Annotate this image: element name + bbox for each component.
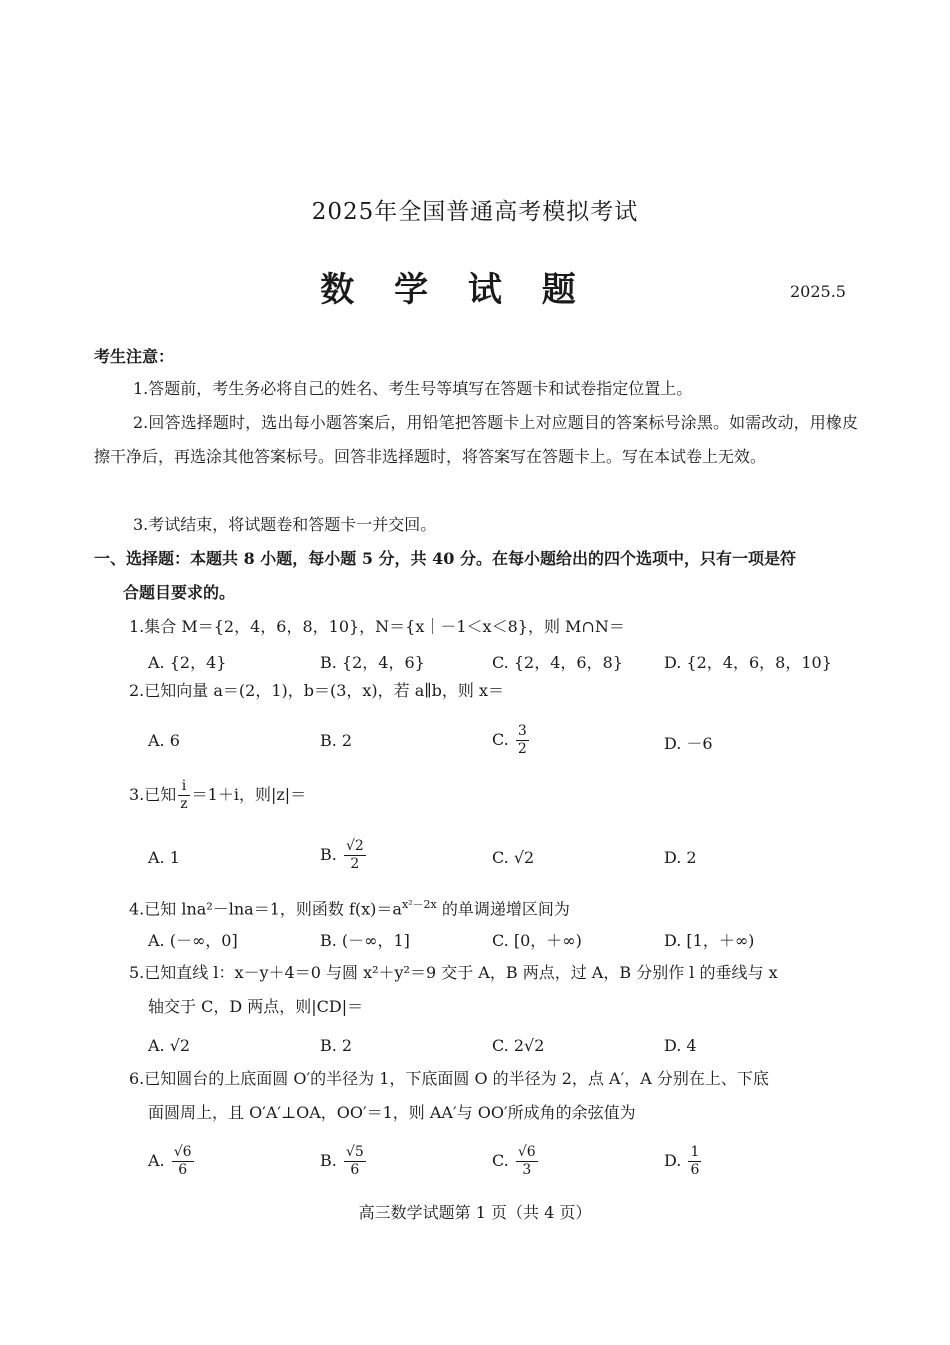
q3-option-c: C. √2 <box>492 848 535 867</box>
q6-option-c-label: C. <box>492 1151 509 1170</box>
question-5-stem: 5.已知直线 l：x－y＋4＝0 与圆 x²＋y²＝9 交于 A，B 两点，过 A，B 分别作 l 的垂线与 x <box>129 963 778 982</box>
q4-option-b: B. (－∞，1] <box>320 931 410 950</box>
q2-option-b: B. 2 <box>320 731 353 750</box>
q5-option-a: A. √2 <box>148 1036 191 1055</box>
q2-option-d: D. －6 <box>664 734 713 753</box>
q4-stem-suffix: 的单调递增区间为 <box>436 899 570 919</box>
question-6-options <box>148 1144 848 1178</box>
page-footer: 高三数学试题第 1 页（共 4 页） <box>358 1203 592 1222</box>
question-3-options <box>148 838 848 872</box>
q6-option-d <box>664 1144 703 1179</box>
q3-option-b-label: B. <box>320 845 337 864</box>
q6-option-c <box>492 1144 540 1179</box>
question-4-stem <box>129 888 849 926</box>
fraction-numerator: 1 <box>690 1144 700 1160</box>
q3-stem-prefix: 3.已知 <box>129 785 177 804</box>
q3-option-b <box>320 838 368 873</box>
q5-option-b: B. 2 <box>320 1036 353 1055</box>
q5-option-d: D. 4 <box>664 1036 697 1055</box>
fraction-denominator: 2 <box>350 856 360 872</box>
q4-stem-prefix: 4.已知 lna²－lna＝1，则函数 f(x)＝a <box>129 899 402 919</box>
q6-option-d-fraction <box>688 1144 701 1179</box>
q6-option-b-fraction <box>344 1144 366 1179</box>
q6-option-a-fraction <box>172 1144 194 1179</box>
subject-title: 数 学 试 题 <box>320 270 590 310</box>
q3-option-a: A. 1 <box>148 848 180 867</box>
fraction-numerator: √2 <box>345 838 364 854</box>
question-4-options <box>148 928 848 958</box>
q4-exponent: x²－2x <box>401 898 437 911</box>
q6-option-c-fraction <box>516 1144 538 1179</box>
q3-option-b-fraction <box>344 838 366 873</box>
q5-option-c: C. 2√2 <box>492 1036 545 1055</box>
q4-option-d: D. [1，＋∞) <box>664 931 755 950</box>
notice-item-1: 1.答题前，考生务必将自己的姓名、考生号等填写在答题卡和试卷指定位置上。 <box>133 379 693 398</box>
section-heading-cont: 合题目要求的。 <box>123 583 236 602</box>
question-6-stem-cont: 面圆周上，且 O′A′⊥OA，OO′＝1，则 AA′与 OO′所成角的余弦值为 <box>148 1103 636 1122</box>
question-1-stem: 1.集合 M＝{2，4，6，8，10}，N＝{x｜－1＜x＜8}，则 M∩N＝ <box>129 617 625 636</box>
q6-option-a-label: A. <box>148 1151 165 1170</box>
fraction-denominator: 3 <box>522 1162 532 1178</box>
q1-option-c: C. {2，4，6，8} <box>492 653 623 672</box>
q4-option-a: A. (－∞，0] <box>148 931 238 950</box>
fraction-denominator: 6 <box>178 1162 188 1178</box>
q2-option-c-label: C. <box>492 730 509 749</box>
q6-option-b <box>320 1144 368 1179</box>
question-3-stem <box>129 778 849 813</box>
exam-title: 2025年全国普通高考模拟考试 <box>311 199 639 225</box>
fraction-numerator: √5 <box>345 1144 364 1160</box>
q1-option-a: A. {2，4} <box>148 653 227 672</box>
question-6-stem: 6.已知圆台的上底面圆 O′的半径为 1，下底面圆 O 的半径为 2，点 A′，A 分别在上、下底 <box>129 1069 769 1088</box>
q2-option-a: A. 6 <box>148 731 180 750</box>
notice-item-2: 2.回答选择题时，选出每小题答案后，用铅笔把答题卡上对应题目的答案标号涂黑。如需改动，用橡皮擦干净后，再选涂其他答案标号。回答非选择题时，将答案写在答题卡上。写在本试卷上无效。 <box>94 413 858 466</box>
fraction-numerator: √6 <box>517 1144 536 1160</box>
q4-option-c: C. [0，＋∞) <box>492 931 582 950</box>
q3-stem-suffix: ＝1＋i，则|z|＝ <box>191 785 307 804</box>
fraction-denominator: 6 <box>350 1162 360 1178</box>
fraction-numerator: 3 <box>517 723 527 739</box>
fraction-numerator: i <box>178 778 189 796</box>
question-5-stem-cont: 轴交于 C，D 两点，则|CD|＝ <box>148 997 364 1016</box>
fraction-denominator: z <box>180 796 188 812</box>
q3-stem-fraction <box>178 778 189 813</box>
q2-option-c <box>492 723 531 758</box>
q6-option-a <box>148 1144 196 1179</box>
exam-date: 2025.5 <box>790 282 846 301</box>
notice-heading: 考生注意： <box>94 347 175 366</box>
q6-option-d-label: D. <box>664 1151 682 1170</box>
q3-option-d: D. 2 <box>664 848 697 867</box>
section-heading: 一、选择题：本题共 8 小题，每小题 5 分，共 40 分。在每小题给出的四个选项中，只有一项是符 <box>94 549 796 568</box>
fraction-denominator: 2 <box>517 741 527 757</box>
q6-option-b-label: B. <box>320 1151 337 1170</box>
question-2-options <box>148 723 848 757</box>
fraction-numerator: √6 <box>173 1144 192 1160</box>
question-2-stem: 2.已知向量 a＝(2，1)，b＝(3，x)，若 a∥b，则 x＝ <box>129 681 505 700</box>
q2-option-c-fraction <box>516 723 529 758</box>
q1-option-b: B. {2，4，6} <box>320 653 425 672</box>
notice-item-3: 3.考试结束，将试题卷和答题卡一并交回。 <box>133 515 437 534</box>
fraction-denominator: 6 <box>690 1162 700 1178</box>
q1-option-d: D. {2，4，6，8，10} <box>664 653 832 672</box>
